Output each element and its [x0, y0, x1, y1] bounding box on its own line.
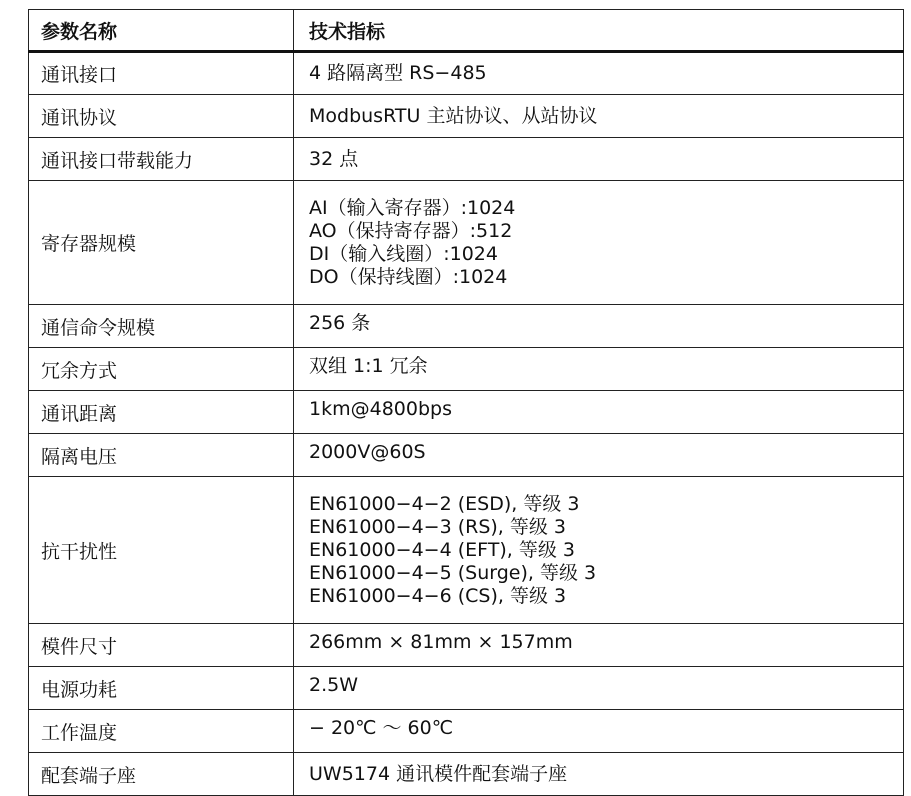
spec-line: ModbusRTU 主站协议、从站协议 [309, 104, 598, 127]
spec-line: 双组 1:1 冗余 [309, 355, 428, 377]
param-name: 工作温度 [29, 710, 294, 753]
table-row [29, 95, 904, 138]
spec-line: AI（输入寄存器）:1024 [309, 196, 516, 219]
spec-line: AO（保持寄存器）:512 [309, 219, 513, 242]
table-row [29, 391, 904, 434]
spec-line: 256 条 [309, 312, 371, 334]
spec-value [294, 391, 904, 434]
spec-value [294, 138, 904, 181]
spec-line: 2000V@60S [309, 441, 426, 463]
spec-line: UW5174 通讯模件配套端子座 [309, 762, 568, 785]
table-row [29, 181, 904, 305]
table-row [29, 434, 904, 477]
spec-line: 32 点 [309, 147, 359, 170]
spec-line: EN61000−4−5 (Surge), 等级 3 [309, 561, 597, 584]
spec-table [28, 9, 904, 796]
spec-line: EN61000−4−6 (CS), 等级 3 [309, 584, 567, 607]
spec-line: DI（输入线圈）:1024 [309, 242, 498, 265]
spec-value [294, 348, 904, 391]
spec-line: EN61000−4−4 (EFT), 等级 3 [309, 538, 575, 561]
spec-value [294, 710, 904, 753]
table-row [29, 624, 904, 667]
table-row [29, 477, 904, 624]
param-name: 通信命令规模 [29, 305, 294, 348]
param-name: 配套端子座 [29, 753, 294, 796]
param-name: 通讯距离 [29, 391, 294, 434]
spec-value [294, 305, 904, 348]
spec-value [294, 667, 904, 710]
spec-line: EN61000−4−2 (ESD), 等级 3 [309, 492, 580, 515]
spec-value [294, 95, 904, 138]
spec-value [294, 753, 904, 796]
spec-line: 266mm × 81mm × 157mm [309, 631, 573, 653]
param-name: 通讯接口带载能力 [29, 138, 294, 181]
spec-line: EN61000−4−3 (RS), 等级 3 [309, 515, 567, 538]
spec-value [294, 624, 904, 667]
table-row [29, 305, 904, 348]
param-name: 冗余方式 [29, 348, 294, 391]
table-header [29, 10, 904, 52]
header-spec: 技术指标 [294, 10, 904, 52]
spec-line: 1km@4800bps [309, 398, 452, 420]
table-row [29, 348, 904, 391]
spec-line: − 20℃ ～ 60℃ [309, 717, 454, 739]
param-name: 模件尺寸 [29, 624, 294, 667]
spec-value [294, 52, 904, 95]
spec-line: 4 路隔离型 RS−485 [309, 62, 487, 84]
param-name: 抗干扰性 [29, 477, 294, 624]
table-row [29, 753, 904, 796]
param-name: 隔离电压 [29, 434, 294, 477]
table-row [29, 710, 904, 753]
param-name: 寄存器规模 [29, 181, 294, 305]
table-row [29, 667, 904, 710]
spec-value [294, 477, 904, 624]
spec-value [294, 181, 904, 305]
param-name: 电源功耗 [29, 667, 294, 710]
spec-line: DO（保持线圈）:1024 [309, 265, 508, 288]
header-param: 参数名称 [29, 10, 294, 52]
table-row [29, 52, 904, 95]
param-name: 通讯接口 [29, 52, 294, 95]
header-row [29, 10, 904, 52]
spec-value [294, 434, 904, 477]
param-name: 通讯协议 [29, 95, 294, 138]
table-row [29, 138, 904, 181]
spec-line: 2.5W [309, 674, 359, 696]
